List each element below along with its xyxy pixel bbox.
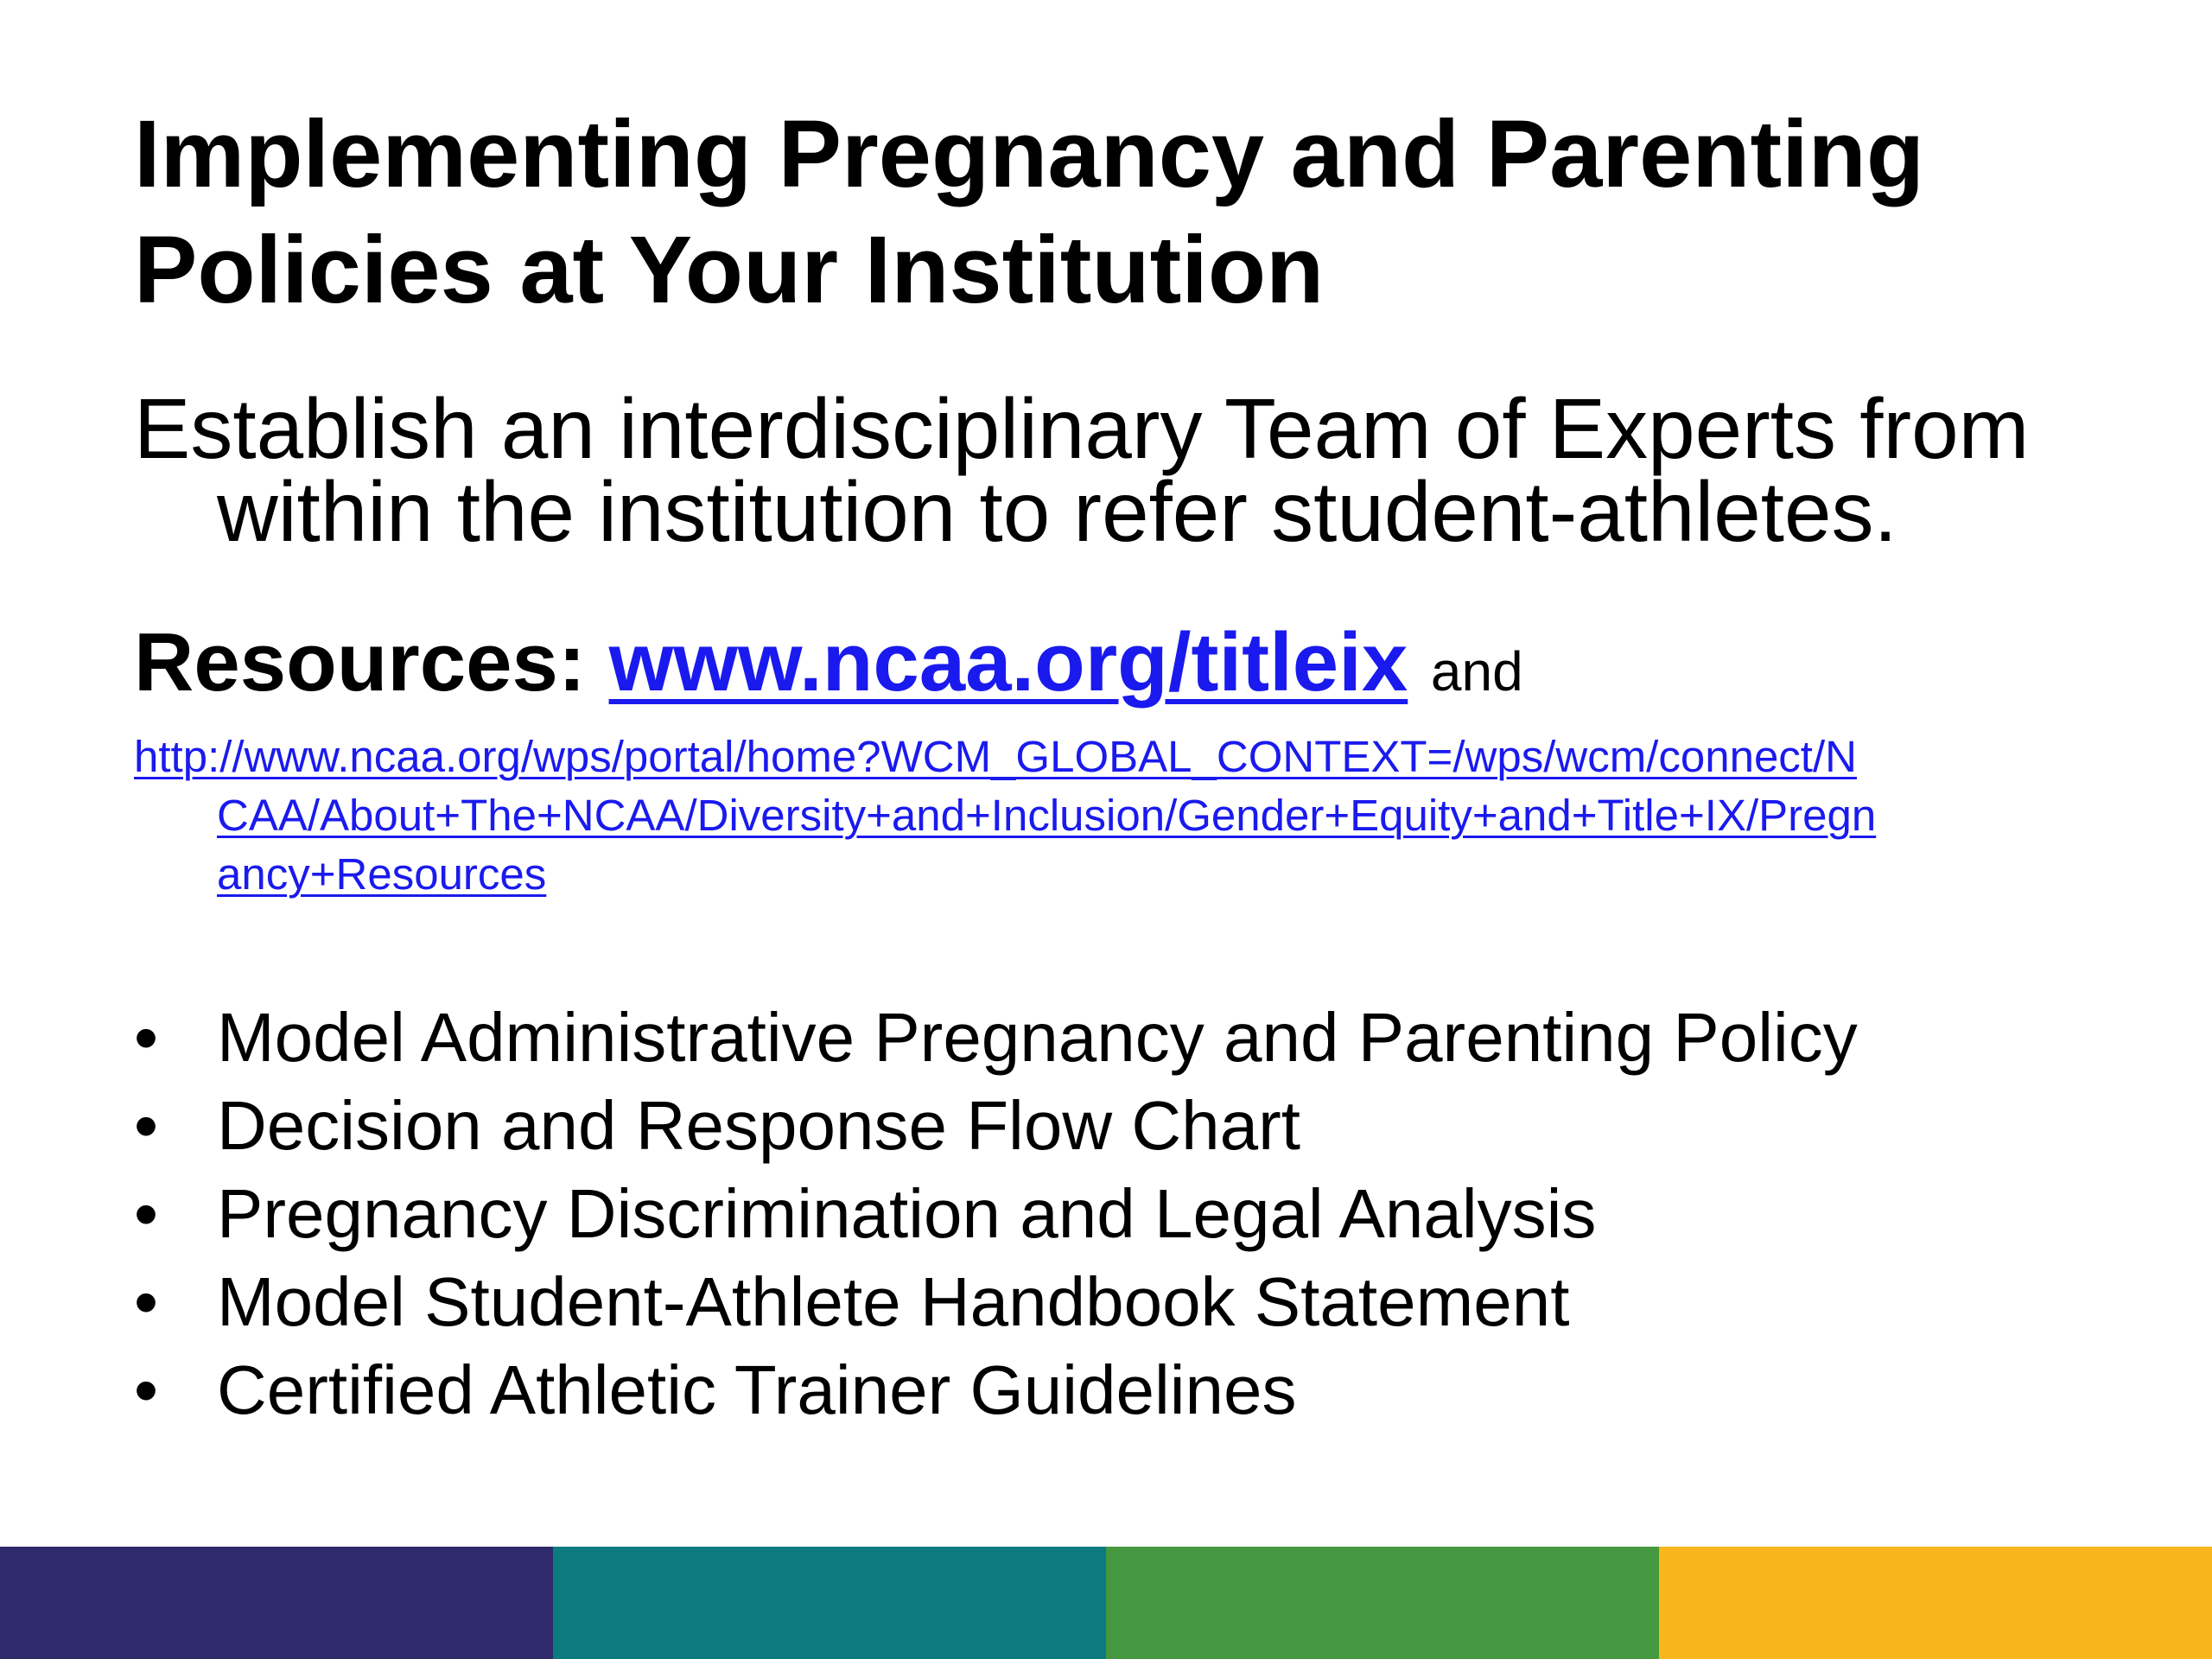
bullet-icon: • bbox=[134, 1175, 159, 1252]
resources-label: Resources: bbox=[134, 616, 586, 709]
long-link-line-3: ancy+Resources bbox=[217, 849, 547, 899]
footer-band-green bbox=[1106, 1547, 1659, 1659]
slide-title bbox=[134, 97, 2121, 328]
bullet-item bbox=[134, 1346, 2121, 1434]
bullet-item bbox=[134, 1258, 2121, 1346]
footer-band-teal bbox=[553, 1547, 1106, 1659]
resources-conjunction: and bbox=[1430, 640, 1523, 702]
bullet-item bbox=[134, 1170, 2121, 1258]
bullet-text: Pregnancy Discrimination and Legal Analysis bbox=[217, 1175, 1597, 1252]
resource-bullet-list bbox=[134, 994, 2121, 1434]
footer-band-navy bbox=[0, 1547, 553, 1659]
bullet-text: Model Administrative Pregnancy and Parenting Policy bbox=[217, 999, 1858, 1076]
bullet-icon: • bbox=[134, 1263, 159, 1340]
bullet-item bbox=[134, 1082, 2121, 1170]
bullet-text: Model Student-Athlete Handbook Statement bbox=[217, 1263, 1570, 1340]
slide-title-line-1: Implementing Pregnancy and Parenting bbox=[134, 101, 1925, 207]
long-link-line-2: CAA/About+The+NCAA/Diversity+and+Inclusion/Gender+Equity+and+Title+IX/Pregn bbox=[217, 791, 1877, 840]
footer-color-bar bbox=[0, 1547, 2212, 1659]
slide-title-line-2: Policies at Your Institution bbox=[134, 217, 1325, 323]
long-link-line-1: http://www.ncaa.org/wps/portal/home?WCM_GLOBAL_CONTEXT=/wps/wcm/connect/N bbox=[134, 732, 1857, 781]
intro-line-2: within the institution to refer student-athletes. bbox=[217, 464, 1897, 559]
intro-paragraph bbox=[134, 381, 2139, 559]
titleix-link[interactable]: www.ncaa.org/titleix bbox=[608, 616, 1408, 709]
footer-band-gold bbox=[1659, 1547, 2212, 1659]
intro-line-1: Establish an interdisciplinary Team of Experts from bbox=[134, 381, 2030, 476]
bullet-text: Decision and Response Flow Chart bbox=[217, 1087, 1300, 1164]
resources-line bbox=[134, 615, 2121, 719]
bullet-text: Certified Athletic Trainer Guidelines bbox=[217, 1351, 1297, 1428]
bullet-icon: • bbox=[134, 1087, 159, 1164]
bullet-icon: • bbox=[134, 999, 159, 1076]
bullet-item bbox=[134, 994, 2121, 1082]
pregnancy-resources-link[interactable] bbox=[134, 728, 2156, 904]
bullet-icon: • bbox=[134, 1351, 159, 1428]
